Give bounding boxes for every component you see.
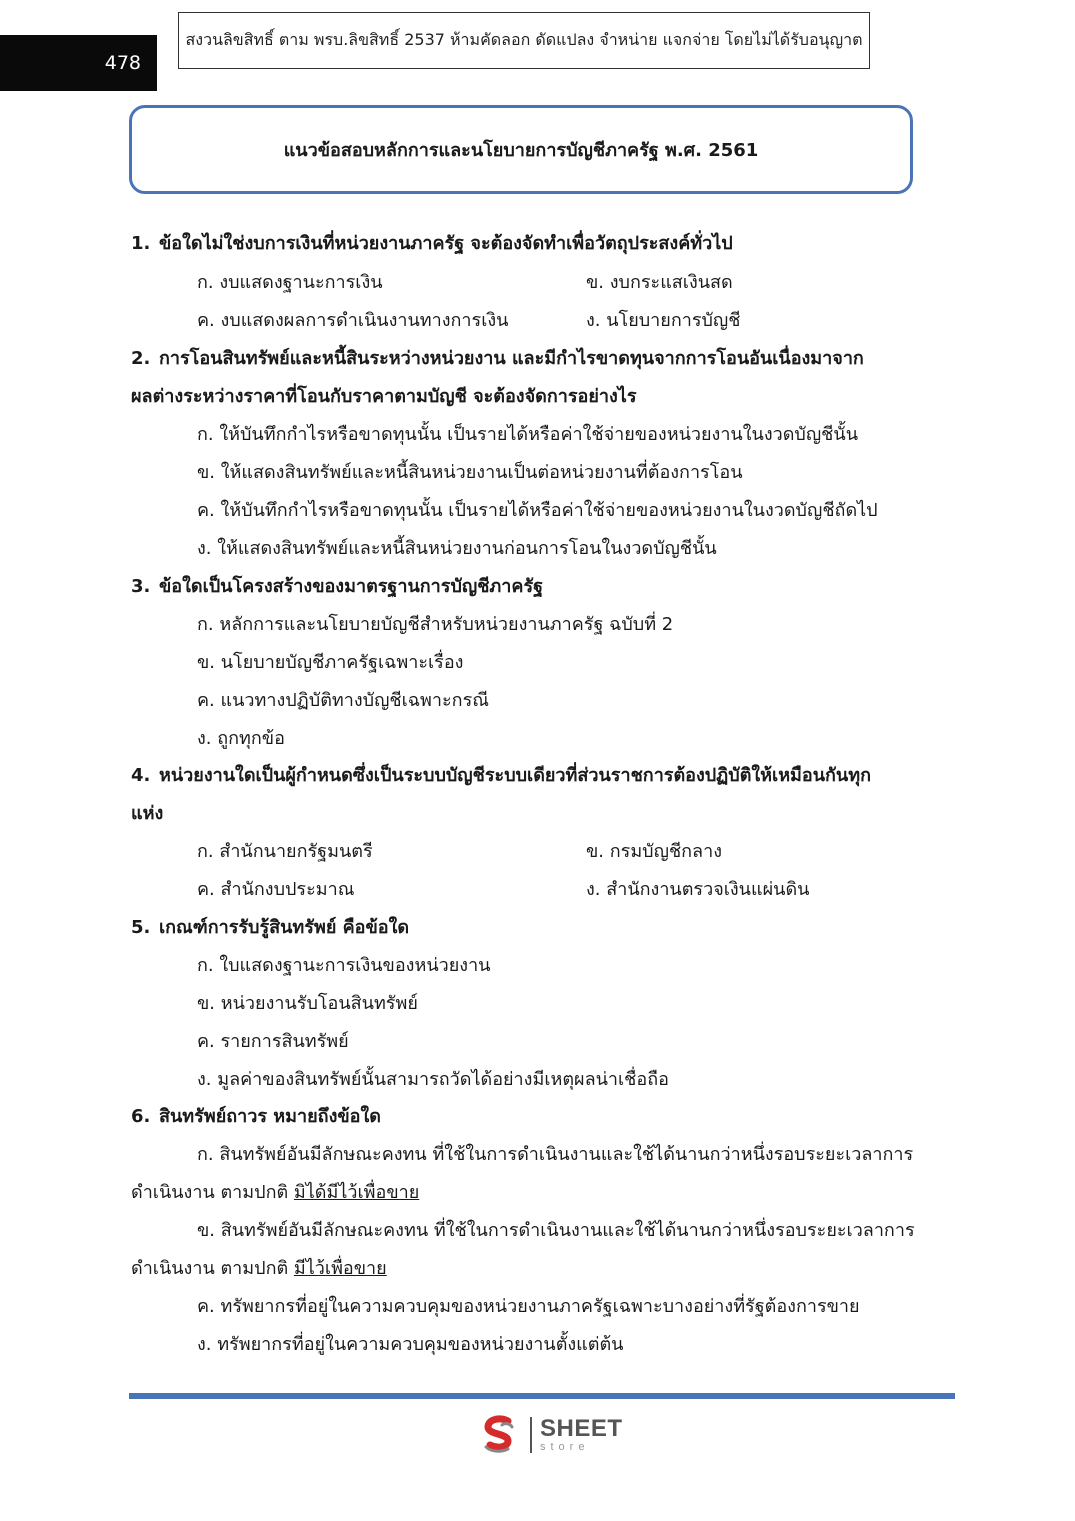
sheet-store-logo xyxy=(478,1411,628,1459)
question-number: 1. xyxy=(131,233,151,254)
question-number: 6. xyxy=(131,1106,151,1127)
question-1 xyxy=(131,225,733,263)
option-1d: ง. นโยบายการบัญชี xyxy=(586,310,741,331)
page-title xyxy=(129,105,913,194)
option-3b: ข. นโยบายบัญชีภาครัฐเฉพาะเรื่อง xyxy=(197,652,464,673)
question-number: 4. xyxy=(131,765,151,786)
question-text: ข้อใดเป็นโครงสร้างของมาตรฐานการบัญชีภาครัฐ xyxy=(159,576,544,597)
question-4-continued: แห่ง xyxy=(131,803,164,824)
copyright-notice: สงวนลิขสิทธิ์ ตาม พรบ.ลิขสิทธิ์ 2537 ห้ามคัดลอก ดัดแปลง จำหน่าย แจกจ่าย โดยไม่ได้รับอนุญาต xyxy=(178,12,870,69)
footer-rule xyxy=(129,1393,955,1399)
logo-sub: store xyxy=(540,1441,590,1453)
question-5 xyxy=(131,909,409,947)
option-6b-text: ดำเนินงาน ตามปกติ xyxy=(131,1258,294,1279)
question-text: หน่วยงานใดเป็นผู้กำหนดซึ่งเป็นระบบบัญชีระบบเดียวที่ส่วนราชการต้องปฏิบัติให้เหมือนกันทุก xyxy=(159,765,872,786)
option-4d: ง. สำนักงานตรวจเงินแผ่นดิน xyxy=(586,879,810,900)
question-4 xyxy=(131,757,871,795)
question-6 xyxy=(131,1098,381,1136)
logo-word: SHEET xyxy=(540,1415,623,1442)
option-5c: ค. รายการสินทรัพย์ xyxy=(197,1031,349,1052)
option-4a: ก. สำนักนายกรัฐมนตรี xyxy=(197,841,373,862)
question-2 xyxy=(131,340,864,378)
option-5b: ข. หน่วยงานรับโอนสินทรัพย์ xyxy=(197,993,418,1014)
question-number: 2. xyxy=(131,348,151,369)
option-2c: ค. ให้บันทึกกำไรหรือขาดทุนนั้น เป็นรายได้หรือค่าใช้จ่ายของหน่วยงานในงวดบัญชีถัดไป xyxy=(197,500,878,521)
option-3d: ง. ถูกทุกข้อ xyxy=(197,728,285,749)
option-4b: ข. กรมบัญชีกลาง xyxy=(586,841,722,862)
option-1c: ค. งบแสดงผลการดำเนินงานทางการเงิน xyxy=(197,310,509,331)
option-4c: ค. สำนักงบประมาณ xyxy=(197,879,355,900)
option-3a: ก. หลักการและนโยบายบัญชีสำหรับหน่วยงานภาครัฐ ฉบับที่ 2 xyxy=(197,614,674,635)
page-number: 478 xyxy=(0,35,157,91)
option-6a-underlined: มิได้มีไว้เพื่อขาย xyxy=(293,1182,420,1203)
sheet-store-s-icon xyxy=(478,1413,522,1457)
option-6c: ค. ทรัพยากรที่อยู่ในความควบคุมของหน่วยงานภาครัฐเฉพาะบางอย่างที่รัฐต้องการขาย xyxy=(197,1296,860,1317)
option-5a: ก. ใบแสดงฐานะการเงินของหน่วยงาน xyxy=(197,955,491,976)
option-2d: ง. ให้แสดงสินทรัพย์และหนี้สินหน่วยงานก่อนการโอนในงวดบัญชีนั้น xyxy=(197,538,717,559)
question-text: ข้อใดไม่ใช่งบการเงินที่หน่วยงานภาครัฐ จะต้องจัดทำเพื่อวัตถุประสงค์ทั่วไป xyxy=(159,233,733,254)
option-6a-line2 xyxy=(131,1174,419,1212)
option-5d: ง. มูลค่าของสินทรัพย์นั้นสามารถวัดได้อย่างมีเหตุผลน่าเชื่อถือ xyxy=(197,1069,669,1090)
question-text: เกณฑ์การรับรู้สินทรัพย์ คือข้อใด xyxy=(159,917,410,938)
question-2-continued: ผลต่างระหว่างราคาที่โอนกับราคาตามบัญชี จะต้องจัดการอย่างไร xyxy=(131,386,637,407)
option-6b-line2 xyxy=(131,1250,387,1288)
question-text: สินทรัพย์ถาวร หมายถึงข้อใด xyxy=(159,1106,381,1127)
option-1b: ข. งบกระแสเงินสด xyxy=(586,272,733,293)
option-6a-text: ดำเนินงาน ตามปกติ xyxy=(131,1182,294,1203)
option-6a-line1: ก. สินทรัพย์อันมีลักษณะคงทน ที่ใช้ในการดำเนินงานและใช้ได้นานกว่าหนึ่งรอบระยะเวลาการ xyxy=(197,1144,914,1165)
page-title-text: แนวข้อสอบหลักการและนโยบายการบัญชีภาครัฐ พ.ศ. 2561 xyxy=(283,140,759,161)
question-text: การโอนสินทรัพย์และหนี้สินระหว่างหน่วยงาน และมีกำไรขาดทุนจากการโอนอันเนื่องมาจาก xyxy=(159,348,864,369)
question-number: 5. xyxy=(131,917,151,938)
option-3c: ค. แนวทางปฏิบัติทางบัญชีเฉพาะกรณี xyxy=(197,690,489,711)
option-2a: ก. ให้บันทึกกำไรหรือขาดทุนนั้น เป็นรายได้หรือค่าใช้จ่ายของหน่วยงานในงวดบัญชีนั้น xyxy=(197,424,859,445)
option-6b-underlined: มีไว้เพื่อขาย xyxy=(293,1258,387,1279)
question-number: 3. xyxy=(131,576,151,597)
option-2b: ข. ให้แสดงสินทรัพย์และหนี้สินหน่วยงานเป็นต่อหน่วยงานที่ต้องการโอน xyxy=(197,462,743,483)
question-3 xyxy=(131,568,543,606)
option-1a: ก. งบแสดงฐานะการเงิน xyxy=(197,272,383,293)
option-6b-line1: ข. สินทรัพย์อันมีลักษณะคงทน ที่ใช้ในการดำเนินงานและใช้ได้นานกว่าหนึ่งรอบระยะเวลาการ xyxy=(197,1220,915,1241)
logo-wordmark xyxy=(530,1417,623,1453)
option-6d: ง. ทรัพยากรที่อยู่ในความควบคุมของหน่วยงานตั้งแต่ต้น xyxy=(197,1334,624,1355)
